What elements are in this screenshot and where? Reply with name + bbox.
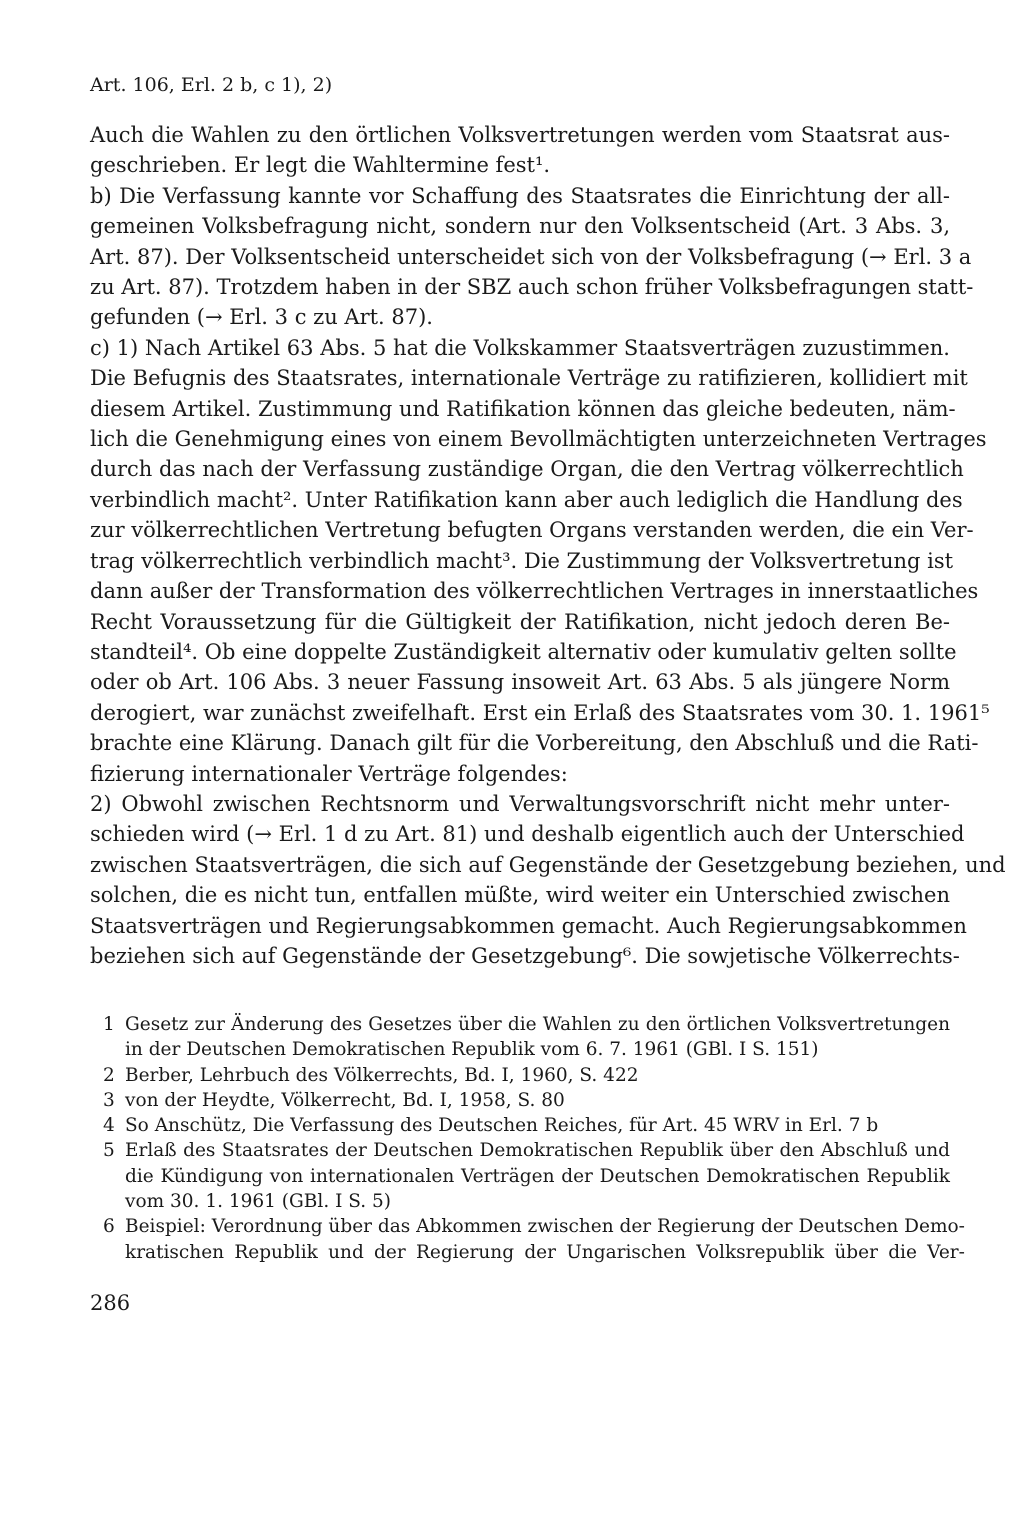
body-line: Art. 87). Der Volksentscheid unterscheidet sich von der Volksbefragung (→ Erl. 3 a [90, 244, 972, 269]
footnote-line: Erlaß des Staatsrates der Deutschen Demokratischen Republik über den Abschluß und [125, 1140, 950, 1162]
footnote-line: So Anschütz, Die Verfassung des Deutschen Reiches, für Art. 45 WRV in Erl. 7 b [125, 1115, 879, 1137]
body-line: dann außer der Transformation des völkerrechtlichen Vertrages in innerstaatliches [90, 579, 979, 604]
footnote-text [125, 1138, 950, 1214]
footnote-line: Gesetz zur Änderung des Gesetzes über die Wahlen zu den örtlichen Volksvertretungen [125, 1014, 950, 1035]
body-line: durch das nach der Verfassung zuständige Organ, die den Vertrag völkerrechtlich [90, 457, 964, 482]
body-line: gemeinen Volksbefragung nicht, sondern nur den Volksentscheid (Art. 3 Abs. 3, [90, 214, 950, 239]
body-line: brachte eine Klärung. Danach gilt für die Vorbereitung, den Abschluß und die Rati- [90, 731, 979, 756]
footnote [90, 1012, 950, 1063]
footnote [90, 1063, 950, 1088]
body-line: lich die Genehmigung eines von einem Bevollmächtigten unterzeichneten Vertrages [90, 427, 987, 452]
footnote [90, 1088, 950, 1113]
footnote-text [125, 1063, 950, 1088]
body-line: Staatsverträgen und Regierungsabkommen gemacht. Auch Regierungsabkommen [90, 913, 967, 938]
body-line: solchen, die es nicht tun, entfallen müßte, wird weiter ein Unterschied zwischen [90, 883, 950, 908]
footnote-number: 4 [103, 1115, 115, 1137]
footnote-line: Berber, Lehrbuch des Völkerrechts, Bd. I, 1960, S. 422 [125, 1064, 639, 1086]
footnote-line: die Kündigung von internationalen Verträgen der Deutschen Demokratischen Republik [125, 1165, 950, 1187]
footnote-number: 5 [103, 1140, 115, 1162]
body-line: zur völkerrechtlichen Vertretung befugten Organs verstanden werden, die ein Ver- [90, 518, 974, 543]
page-number: 286 [90, 1291, 131, 1315]
footnote [90, 1138, 950, 1214]
body-line: derogiert, war zunächst zweifelhaft. Erst ein Erlaß des Staatsrates vom 30. 1. 1961⁵ [90, 700, 990, 725]
footnote [90, 1113, 950, 1138]
footnote-number: 6 [103, 1216, 115, 1238]
body-line: gefunden (→ Erl. 3 c zu Art. 87). [90, 305, 433, 330]
footnotes [90, 1012, 965, 1265]
body-line: beziehen sich auf Gegenstände der Gesetzgebung⁶. Die sowjetische Völkerrechts- [90, 943, 960, 968]
footnote-line: Beispiel: Verordnung über das Abkommen zwischen der Regierung der Deutschen Demo- [125, 1216, 965, 1238]
body-line: b) Die Verfassung kannte vor Schaffung des Staatsrates die Einrichtung der all- [90, 183, 950, 208]
body-text [90, 120, 1006, 971]
body-line: zwischen Staatsverträgen, die sich auf Gegenstände der Gesetzgebung beziehen, und [90, 852, 1006, 877]
footnote-text [125, 1113, 950, 1138]
footnote-text [125, 1088, 950, 1113]
body-line: verbindlich macht². Unter Ratifikation kann aber auch lediglich die Handlung des [90, 487, 963, 512]
footnote-line: in der Deutschen Demokratischen Republik vom 6. 7. 1961 (GBl. I S. 151) [125, 1039, 819, 1061]
footnote-text [125, 1214, 965, 1265]
body-line: geschrieben. Er legt die Wahltermine fest¹. [90, 153, 551, 178]
footnote-number: 3 [103, 1089, 115, 1111]
body-line: 2) Obwohl zwischen Rechtsnorm und Verwaltungsvorschrift nicht mehr unter- [90, 791, 950, 816]
body-line: oder ob Art. 106 Abs. 3 neuer Fassung insoweit Art. 63 Abs. 5 als jüngere Norm [90, 670, 950, 695]
footnote-number: 1 [103, 1014, 115, 1035]
body-line: Recht Voraussetzung für die Gültigkeit der Ratifikation, nicht jedoch deren Be- [90, 609, 950, 634]
body-line: schieden wird (→ Erl. 1 d zu Art. 81) und deshalb eigentlich auch der Unterschied [90, 822, 965, 847]
body-line: c) 1) Nach Artikel 63 Abs. 5 hat die Volkskammer Staatsverträgen zuzustimmen. [90, 335, 950, 360]
body-line: fizierung internationaler Verträge folgendes: [90, 761, 568, 786]
body-line: standteil⁴. Ob eine doppelte Zuständigkeit alternativ oder kumulativ gelten sollte [90, 639, 957, 664]
footnote-line: von der Heydte, Völkerrecht, Bd. I, 1958, S. 80 [125, 1089, 565, 1111]
running-head: Art. 106, Erl. 2 b, c 1), 2) [90, 74, 333, 96]
footnote-text [125, 1012, 950, 1063]
footnote-line: vom 30. 1. 1961 (GBl. I S. 5) [125, 1191, 392, 1213]
body-line: zu Art. 87). Trotzdem haben in der SBZ auch schon früher Volksbefragungen statt- [90, 275, 974, 300]
body-line: trag völkerrechtlich verbindlich macht³. Die Zustimmung der Volksvertretung ist [90, 548, 954, 573]
body-line: Die Befugnis des Staatsrates, internationale Verträge zu ratifizieren, kollidiert mit [90, 366, 968, 391]
body-line: Auch die Wahlen zu den örtlichen Volksvertretungen werden vom Staatsrat aus- [90, 123, 950, 147]
footnote-number: 2 [103, 1064, 115, 1086]
footnote-line: kratischen Republik und der Regierung der Ungarischen Volksrepublik über die Ver- [125, 1241, 965, 1263]
document-page [90, 72, 1006, 1315]
body-line: diesem Artikel. Zustimmung und Ratifikation können das gleiche bedeuten, näm- [90, 396, 956, 421]
footnote [90, 1214, 965, 1265]
